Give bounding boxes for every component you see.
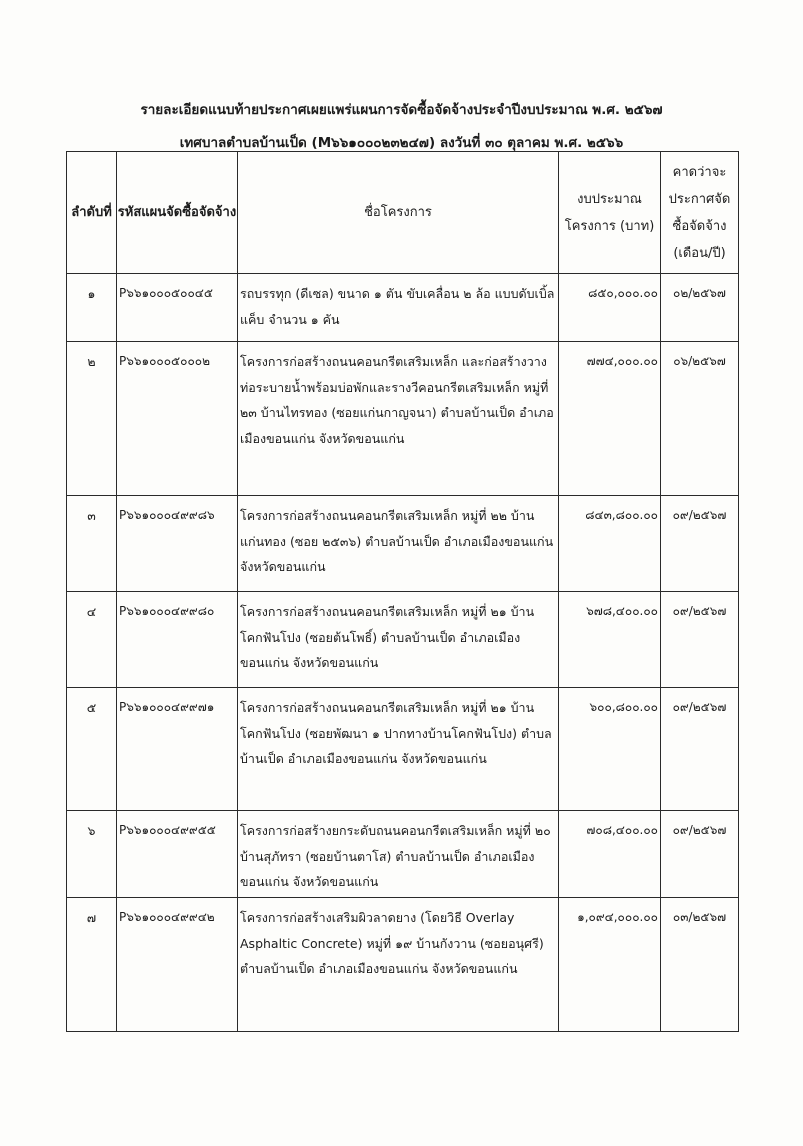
column-header-budget: งบประมาณโครงการ (บาท) <box>559 152 661 274</box>
row-number: ๑ <box>87 286 96 301</box>
project-budget: ๗๐๘,๔๐๐.๐๐ <box>586 823 658 837</box>
expected-date: ๐๙/๒๕๖๗ <box>672 700 727 714</box>
project-name: โครงการก่อสร้างยกระดับถนนคอนกรีตเสริมเหล็ก หมู่ที่ ๒๐ บ้านสุภัทรา (ซอยบ้านตาโส) ตำบลบ้านเป็ด อำเภอเมืองขอนแก่น จังหวัดขอนแก่น <box>240 823 551 889</box>
procurement-plan-table <box>66 151 739 1032</box>
expected-date: ๐๖/๒๕๖๗ <box>673 354 726 368</box>
plan-code: P๖๖๑๐๐๐๕๐๐๐๒ <box>119 354 211 368</box>
project-name: รถบรรทุก (ดีเซล) ขนาด ๑ ตัน ขับเคลื่อน ๒ ล้อ แบบดับเบิ้ลแค็บ จำนวน ๑ คัน <box>240 286 555 327</box>
table-row <box>67 688 739 811</box>
plan-code: P๖๖๑๐๐๐๔๙๙๗๑ <box>119 700 215 714</box>
table-row <box>67 811 739 898</box>
column-header-date: คาดว่าจะประกาศจัดซื้อจัดจ้าง (เดือน/ปี) <box>661 152 739 274</box>
row-number: ๒ <box>87 354 96 369</box>
plan-code: P๖๖๑๐๐๐๔๙๙๘๐ <box>119 604 215 618</box>
project-name: โครงการก่อสร้างถนนคอนกรีตเสริมเหล็ก หมู่ที่ ๒๑ บ้านโคกฟันโปง (ซอยต้นโพธิ์) ตำบลบ้านเป็ด อำเภอเมืองขอนแก่น จังหวัดขอนแก่น <box>240 604 535 670</box>
document-subtitle: เทศบาลตำบลบ้านเป็ด (M๖๖๑๐๐๐๒๓๒๔๗) ลงวันที่ ๓๐ ตุลาคม พ.ศ. ๒๕๖๖ <box>179 135 624 151</box>
project-budget: ๘๕๐,๐๐๐.๐๐ <box>588 286 658 300</box>
plan-code: P๖๖๑๐๐๐๔๙๙๘๖ <box>119 508 215 522</box>
row-number: ๓ <box>87 508 96 523</box>
expected-date: ๐๓/๒๕๖๗ <box>672 910 727 924</box>
project-name: โครงการก่อสร้างถนนคอนกรีตเสริมเหล็ก และก่อสร้างวางท่อระบายน้ำพร้อมบ่อพักและรางวีคอนกรีตเสริมเหล็ก หมู่ที่ ๒๓ บ้านไทรทอง (ซอยแก่นกาญจนา) ตำบลบ้านเป็ด อำเภอเมืองขอนแก่น จังหวัดขอนแก่น <box>240 354 554 446</box>
plan-code: P๖๖๑๐๐๐๔๙๙๔๒ <box>119 910 215 924</box>
column-header-name: ชื่อโครงการ <box>238 152 559 274</box>
row-number: ๕ <box>86 700 97 715</box>
document-title: รายละเอียดแนบท้ายประกาศเผยแพร่แผนการจัดซื้อจัดจ้างประจำปีงบประมาณ พ.ศ. ๒๕๖๗ <box>140 102 663 118</box>
project-budget: ๖๐๐,๘๐๐.๐๐ <box>589 700 658 714</box>
project-budget: ๘๔๓,๘๐๐.๐๐ <box>585 508 658 522</box>
plan-code: P๖๖๑๐๐๐๔๙๙๕๕ <box>119 823 216 837</box>
table-row <box>67 342 739 496</box>
project-name: โครงการก่อสร้างเสริมผิวลาดยาง (โดยวิธี Overlay Asphaltic Concrete) หมู่ที่ ๑๙ บ้านกังวาน (ซอยอนุศรี) ตำบลบ้านเป็ด อำเภอเมืองขอนแก่น จังหวัดขอนแก่น <box>240 910 544 976</box>
column-header-no: ลำดับที่ <box>67 152 117 274</box>
column-header-code: รหัสแผนจัดซื้อจัดจ้าง <box>117 152 238 274</box>
plan-code: P๖๖๑๐๐๐๕๐๐๔๕ <box>119 286 213 300</box>
table-row <box>67 592 739 688</box>
table-header-row <box>67 152 739 274</box>
project-name: โครงการก่อสร้างถนนคอนกรีตเสริมเหล็ก หมู่ที่ ๒๑ บ้านโคกฟันโปง (ซอยพัฒนา ๑ ปากทางบ้านโคกฟันโปง) ตำบลบ้านเป็ด อำเภอเมืองขอนแก่น จังหวัดขอนแก่น <box>240 700 552 766</box>
table-row <box>67 496 739 592</box>
row-number: ๗ <box>86 910 97 925</box>
project-name: โครงการก่อสร้างถนนคอนกรีตเสริมเหล็ก หมู่ที่ ๒๒ บ้านแก่นทอง (ซอย ๒๕๓๖) ตำบลบ้านเป็ด อำเภอเมืองขอนแก่น จังหวัดขอนแก่น <box>240 508 554 574</box>
row-number: ๔ <box>86 604 97 619</box>
expected-date: ๐๙/๒๕๖๗ <box>672 604 727 618</box>
expected-date: ๐๒/๒๕๖๗ <box>673 286 726 300</box>
table-row <box>67 898 739 1032</box>
table-row <box>67 274 739 342</box>
project-budget: ๑,๐๙๔,๐๐๐.๐๐ <box>577 910 658 924</box>
expected-date: ๐๙/๒๕๖๗ <box>672 823 727 837</box>
row-number: ๖ <box>87 823 96 838</box>
expected-date: ๐๙/๒๕๖๗ <box>672 508 727 522</box>
project-budget: ๖๗๘,๔๐๐.๐๐ <box>586 604 658 618</box>
project-budget: ๗๗๔,๐๐๐.๐๐ <box>586 354 658 368</box>
